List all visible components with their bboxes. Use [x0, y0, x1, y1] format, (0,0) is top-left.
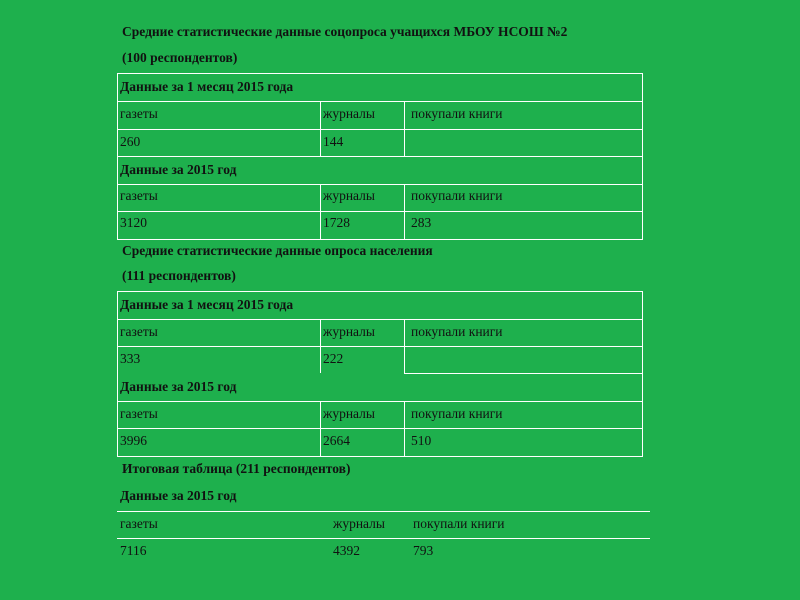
summary-year-label: Данные за 2015 год	[120, 488, 237, 503]
table-header-newspapers: газеты	[120, 106, 158, 121]
table-border	[117, 239, 643, 240]
table-header-magazines: журналы	[333, 516, 385, 531]
table-border	[320, 319, 321, 373]
table-cell: 793	[413, 543, 434, 558]
table-header-magazines: журналы	[323, 406, 375, 421]
students-survey-respondents: (100 респондентов)	[122, 50, 238, 65]
table-header-books: покупали книги	[413, 516, 505, 531]
table-border	[117, 156, 643, 157]
table-header-newspapers: газеты	[120, 188, 158, 203]
table-border	[117, 184, 643, 185]
table-border	[117, 73, 118, 239]
population-year-label: Данные за 2015 год	[120, 379, 237, 394]
table-cell: 260	[120, 134, 141, 149]
table-header-books: покупали книги	[411, 106, 503, 121]
table-border	[404, 401, 405, 456]
population-survey-respondents: (111 респондентов)	[122, 268, 236, 283]
table-header-newspapers: газеты	[120, 516, 158, 531]
table-border	[404, 373, 643, 374]
table-cell: 144	[323, 134, 344, 149]
table-border	[117, 428, 643, 429]
table-header-books: покупали книги	[411, 188, 503, 203]
table-header-books: покупали книги	[411, 406, 503, 421]
table-cell: 4392	[333, 543, 360, 558]
table-border	[404, 319, 405, 373]
table-border	[320, 101, 321, 156]
table-border	[117, 73, 643, 74]
table-header-newspapers: газеты	[120, 406, 158, 421]
table-border	[117, 129, 643, 130]
table-cell: 283	[411, 215, 432, 230]
table-border	[404, 101, 405, 156]
table-header-newspapers: газеты	[120, 324, 158, 339]
table-border	[117, 291, 118, 456]
table-border	[117, 346, 643, 347]
table-cell: 222	[323, 351, 344, 366]
students-month-label: Данные за 1 месяц 2015 года	[120, 79, 294, 94]
table-header-magazines: журналы	[323, 188, 375, 203]
table-header-magazines: журналы	[323, 324, 375, 339]
table-border	[404, 184, 405, 239]
students-survey-title: Средние статистические данные соцопроса учащихся МБОУ НСОШ №2	[122, 24, 568, 39]
table-border	[642, 73, 643, 239]
table-border	[117, 511, 650, 512]
table-header-books: покупали книги	[411, 324, 503, 339]
table-cell: 2664	[323, 433, 350, 448]
table-cell: 3120	[120, 215, 147, 230]
table-cell: 333	[120, 351, 141, 366]
population-survey-title: Средние статистические данные опроса населения	[122, 243, 433, 258]
table-border	[642, 291, 643, 456]
table-cell: 1728	[323, 215, 350, 230]
table-border	[117, 319, 643, 320]
table-cell: 510	[411, 433, 432, 448]
summary-title: Итоговая таблица (211 респондентов)	[122, 461, 351, 476]
table-border	[117, 101, 643, 102]
table-border	[117, 211, 643, 212]
table-cell: 7116	[120, 543, 147, 558]
table-border	[117, 401, 643, 402]
table-border	[117, 538, 650, 539]
population-month-label: Данные за 1 месяц 2015 года	[120, 297, 294, 312]
table-border	[117, 456, 643, 457]
table-border	[320, 401, 321, 456]
table-cell: 3996	[120, 433, 147, 448]
table-border	[117, 291, 643, 292]
students-year-label: Данные за 2015 год	[120, 162, 237, 177]
table-border	[320, 184, 321, 239]
table-header-magazines: журналы	[323, 106, 375, 121]
